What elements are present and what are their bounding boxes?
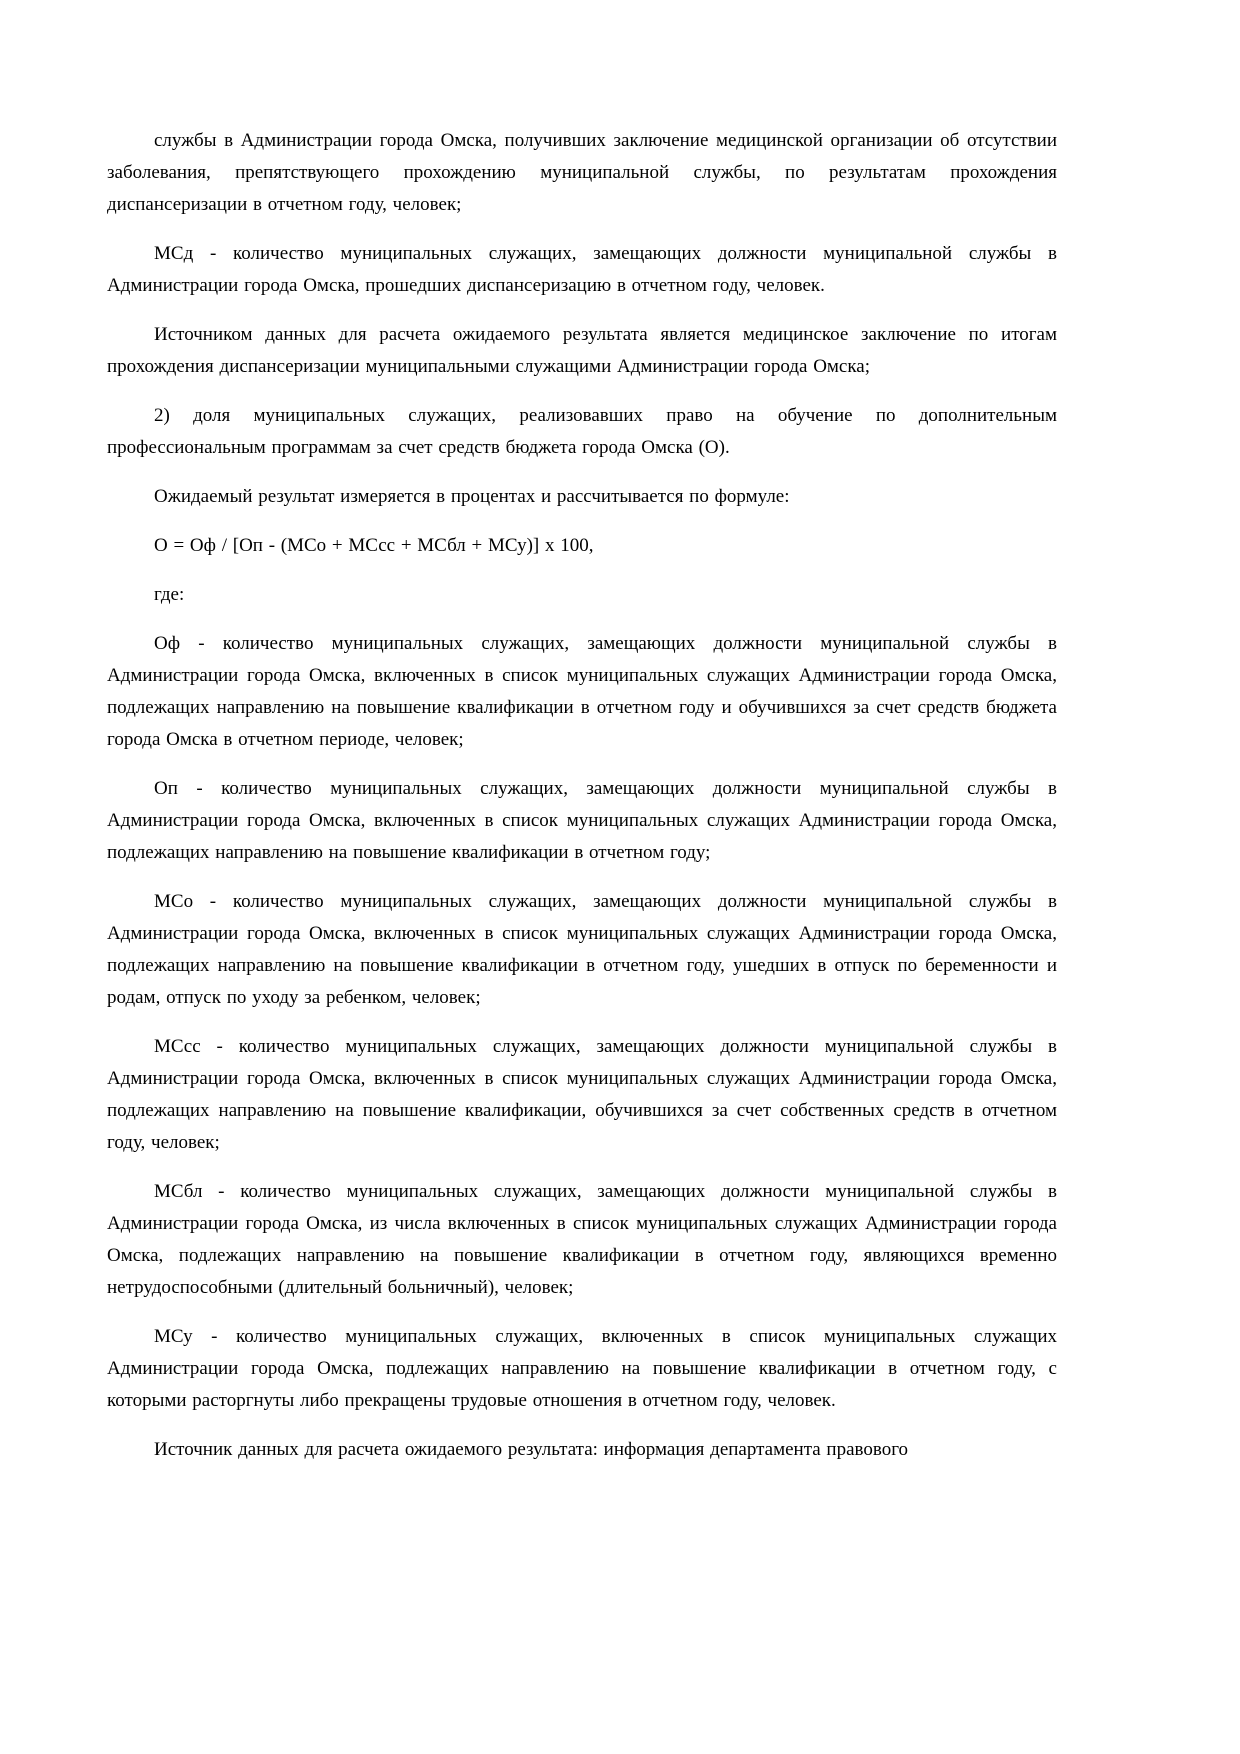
paragraph-continuation: службы в Администрации города Омска, получивших заключение медицинской организации об отсутствии заболевания, препятствующего прохождению муниципальной службы, по результатам прохождения диспансеризации в отчетном году, человек; bbox=[107, 130, 1057, 215]
formula: О = Оф / [Оп - (МСо + МСсс + МСбл + МСу)] x 100, bbox=[154, 535, 594, 556]
paragraph-item-2: 2) доля муниципальных служащих, реализовавших право на обучение по дополнительным профессиональным программам за счет средств бюджета города Омска (О). bbox=[107, 405, 1057, 458]
paragraph-op-definition: Оп - количество муниципальных служащих, замещающих должности муниципальной службы в Администрации города Омска, включенных в список муниципальных служащих Администрации города Омска, подлежащих направлению на повышение квалификации в отчетном году; bbox=[107, 778, 1057, 863]
paragraph-data-source-dispanserization: Источником данных для расчета ожидаемого результата является медицинское заключение по итогам прохождения диспансеризации муниципальными служащими Администрации города Омска; bbox=[107, 324, 1057, 377]
paragraph-msbl-definition: МСбл - количество муниципальных служащих, замещающих должности муниципальной службы в Администрации города Омска, из числа включенных в список муниципальных служащих Администрации города Омска, подлежащих направлению на повышение квалификации в отчетном году, являющихся временно нетрудоспособными (длительный больничный), человек; bbox=[107, 1181, 1057, 1298]
paragraph-msu-definition: МСу - количество муниципальных служащих, включенных в список муниципальных служащих Администрации города Омска, подлежащих направлению на повышение квалификации в отчетном году, с которыми расторгнуты либо прекращены трудовые отношения в отчетном году, человек. bbox=[107, 1326, 1057, 1411]
paragraph-where: где: bbox=[154, 584, 185, 605]
paragraph-of-definition: Оф - количество муниципальных служащих, замещающих должности муниципальной службы в Администрации города Омска, включенных в список муниципальных служащих Администрации города Омска, подлежащих направлению на повышение квалификации в отчетном году и обучившихся за счет средств бюджета города Омска в отчетном периоде, человек; bbox=[107, 633, 1057, 750]
paragraph-data-source-final: Источник данных для расчета ожидаемого результата: информация департамента правового bbox=[154, 1439, 909, 1460]
paragraph-mscc-definition: МСсс - количество муниципальных служащих, замещающих должности муниципальной службы в Администрации города Омска, включенных в список муниципальных служащих Администрации города Омска, подлежащих направлению на повышение квалификации, обучившихся за счет собственных средств в отчетном году, человек; bbox=[107, 1036, 1057, 1153]
document-body bbox=[107, 125, 1057, 1466]
paragraph-expected-result: Ожидаемый результат измеряется в процентах и рассчитывается по формуле: bbox=[154, 486, 790, 507]
paragraph-mso-definition: МСо - количество муниципальных служащих, замещающих должности муниципальной службы в Администрации города Омска, включенных в список муниципальных служащих Администрации города Омска, подлежащих направлению на повышение квалификации в отчетном году, ушедших в отпуск по беременности и родам, отпуск по уходу за ребенком, человек; bbox=[107, 891, 1057, 1008]
paragraph-msd-definition: МСд - количество муниципальных служащих, замещающих должности муниципальной службы в Администрации города Омска, прошедших диспансеризацию в отчетном году, человек. bbox=[107, 243, 1057, 296]
